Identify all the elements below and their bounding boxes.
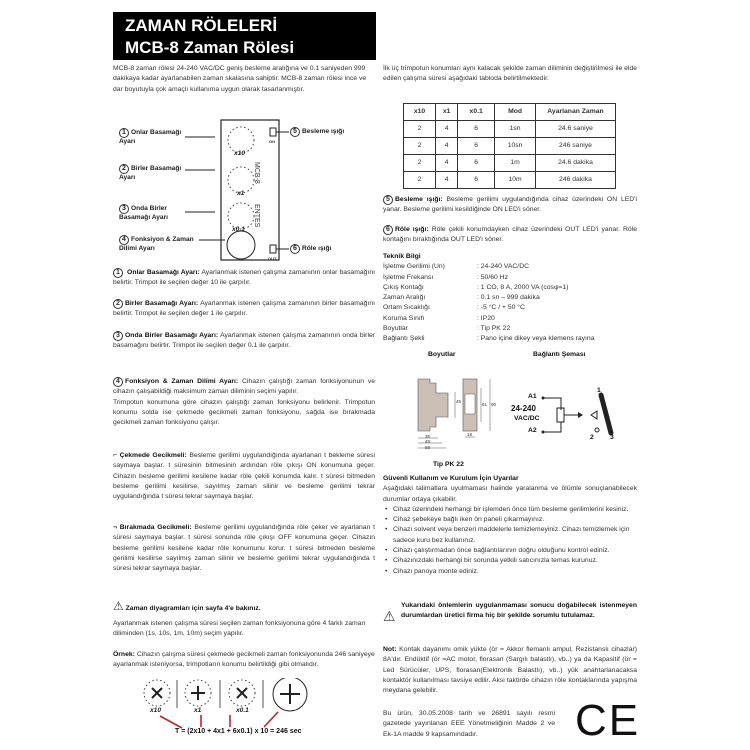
dim-45: 45 <box>456 399 462 404</box>
section-onlar: 1 Onlar Basamağı Ayarı: Ayarlanmak istenen çalışma zamanının onlar basamağını belirtir. Trimpot ile seçilen değer 10 ile çarpılır. <box>113 269 375 287</box>
safety-section <box>383 474 637 577</box>
contact-3: 3 <box>610 434 614 441</box>
dim-58: 58 <box>425 445 431 450</box>
table-row: 2 4 6 1m 24.6 dakika <box>404 155 616 172</box>
table-row: 2 4 6 1sn 24.6 saniye <box>404 121 616 138</box>
led-besleme: 5 Besleme ışığı: Besleme gerilimi uygulandığında cihaz üzerindeki ON LED'i yanar. Besleme gerilimi kesildiğinde ON LED'i söner. <box>383 196 637 214</box>
label-besleme: 5 Besleme ışığı <box>290 127 370 137</box>
on-delay-icon: ⌐ <box>113 452 117 459</box>
dim-18: 18 <box>467 432 473 437</box>
dim-61: 61 <box>482 402 488 407</box>
model-label: MCB-8 <box>253 162 260 184</box>
dial-x1-label: x1 <box>237 190 245 197</box>
note: Not: Kontak dayanımı omik yükte (ör = Akkor flemanlı ampul, Rezistanslı cihazlar) 8A'dır. Endüktif (ör =AC motor, florasan (Sargılı balastlı), vb..) ya da Kapasitif (ör = Led Sürücüler, UPS, florasan(Elektronik Balastlı), vb..) yük anahtarlanacaksa kontaktör kullanılması tavsiye edilir. Aksi taktirde cihazın röle kontaklarında yapışma meydana gelebilir. <box>383 646 638 695</box>
label-onda-birler: 3 Onda Birler Basamağı Ayarı <box>119 205 168 221</box>
terminal-a1: A1 <box>528 393 537 400</box>
warning-icon: ⚠ <box>383 608 396 624</box>
tech-row: Zaman Aralığı : 0.1 sn – 999 dakika <box>383 294 540 302</box>
safety-item: • Cihaz üzerindeki herhangi bir işlemden önce tüm besleme gerilimlerini kesiniz. <box>383 505 637 515</box>
out-led-label: OUT <box>268 256 277 261</box>
safety-list <box>383 505 637 577</box>
mode-birakmada: ¬ Bırakmada Gecikmeli: Besleme gerilimi uygulandığında röle çeker ve ayarlanan t süresi saymaya başlar. t süresi sonunda röle çıkışı OFF konumuna geçer. Cihazın besleme gerilimi kesilene kadar röle konumunu korur. t süresi bitmeden besleme gerilimi kesilirse sayılmış zaman silinir ve besleme gerilimi tekrar uygulandığında t süresi tekrar saymaya başlar. <box>113 524 376 573</box>
compliance-text: Bu ürün, 30.05.2008 tarih ve 26891 sayılı resmi gazetede yayınlanan EEE Yönetmeliğinin Madde 2 ve Ek-1A madde 9 kapsamındadır. <box>383 710 555 738</box>
table-row: 2 4 6 10m 246 dakika <box>404 172 616 189</box>
dimension-and-wiring-drawing <box>383 350 637 468</box>
ce-mark: CE <box>575 696 641 745</box>
brand-label: ENTES <box>253 204 260 228</box>
title-line-2: MCB-8 Zaman Rölesi <box>125 38 295 57</box>
off-delay-icon: ¬ <box>113 524 117 531</box>
diagram-note: ⚠ Zaman diyagramları için sayfa 4'e bakınız. <box>113 599 261 613</box>
tech-row: İşletme Frekansı : 50/60 Hz <box>383 273 508 281</box>
tech-row: Koruma Sınıfı : IP20 <box>383 314 495 322</box>
example-dial-x1-label: x1 <box>194 707 202 714</box>
tech-info <box>383 252 637 345</box>
example-formula: T = (2x10 + 4x1 + 6x0.1) x 10 = 246 sec <box>175 728 302 735</box>
tech-row: Ortam Sıcaklığı : -5 °C / + 50 °C <box>383 304 525 312</box>
label-fonksiyon: 4 Fonksiyon & Zaman Dilimi Ayarı <box>119 236 194 252</box>
dim-90: 90 <box>491 402 497 407</box>
dimensions-title: Boyutlar <box>428 351 456 358</box>
section-birler: 2 Birler Basamağı Ayarı: Ayarlanmak istenen çalışma zamanının birler basamağını belirtir. Trimpot ile seçilen değer 1 ile çarpılır. <box>113 300 376 318</box>
safety-intro: Aşağıdaki talimatlara uyulmaması halinde yaralanma ve ölümle sonuçlanabilecek durumlar ortaya çıkabilir. <box>383 485 637 503</box>
tech-row: Bağlantı Şekli : Pano içine dikey veya klemens rayına <box>383 335 595 343</box>
warning-icon: ⚠ <box>113 599 124 613</box>
table-header: x10 x1 x0.1 Mod Ayarlanan Zaman <box>404 104 616 121</box>
safety-item: • Cihazı çalıştırmadan önce bağlantılarının doğru olduğunu kontrol ediniz. <box>383 546 637 556</box>
intro-paragraph: MCB-8 zaman rölesi 24-240 VAC/DC geniş besleme aralığına ve 0.1 saniyeden 999 dakikaya kadar ayarlanabilen zaman skalasına sahiptir. MCB-8 zaman rölesi ince ve dar boyutuyla çok amaçlı kullanıma uygun olarak tasarlanmıştır. <box>113 65 367 93</box>
example-dial-x01-label: x0.1 <box>236 707 249 714</box>
dial-x10-label: x10 <box>234 150 246 157</box>
label-onlar: 1 Onlar Basamağı Ayarı <box>119 129 182 145</box>
label-birler: 2 Birler Basamağı Ayarı <box>119 165 182 181</box>
dial-x01-label: x0.1 <box>232 226 245 233</box>
liability-warning: Yukarıdaki önlemlerin uygulanmaması sonucu doğabilecek istenmeyen durumlardan üretici firma hiç bir şekilde sorumlu tutulamaz. <box>401 602 637 620</box>
table-row: 2 4 6 10sn 246 saniye <box>404 138 616 155</box>
figures <box>383 350 637 468</box>
safety-item: • Cihaz şebekeye bağlı iken ön paneli çıkarmayınız. <box>383 515 637 525</box>
section-onda-birler: 3 Onda Birler Basamağı Ayarı: Ayarlanmak istenen çalışma zamanının onda birler basamağını belirtir. Trimpot ile seçilen değer 0.1 ile çarpılır. <box>113 332 376 350</box>
on-led-label: ON <box>269 139 275 144</box>
safety-item: • Cihazınızdaki herhangi bir sorunda yetkili satıcınızla temas kurunuz. <box>383 556 637 566</box>
tech-row: Boyutlar : Tip PK 22 <box>383 325 511 333</box>
table-intro: İlk üç trimpotun konumları aynı kalacak şekilde zaman diliminin değiştirilmesi ile elde edilen çalışma süresi aşağıdaki tabloda belirtilmektedir. <box>383 65 637 83</box>
example-text: Örnek: Cihazın çalışma süresi çekmede gecikmeli zaman fonksiyonunda 246 saniyeye ayarlanmak isteniyorsa, trimpotların konumu belirtildiği gibi olmalıdır. <box>113 651 375 669</box>
tech-title: Teknik Bilgi <box>383 253 421 260</box>
device-diagram <box>113 112 375 264</box>
section-fonksiyon: 4 Fonksiyon & Zaman Dilimi Ayarı: Cihazın çalıştığı zaman fonksiyonunun ve cihazın çalışabildiği maksimum zaman diliminin seçimi yapılır. Trimpotun konumuna göre cihazın çalıştığı zaman fonksiyonu belirlenir. Trimpotun konumu solda ise çekmede gecikmeli zaman fonksiyonu, sağda ise bırakmada gecikmeli zaman fonksiyonu çalışır. <box>113 378 376 427</box>
mode-cekmede: ⌐ Çekmede Gecikmeli: Besleme gerilimi uygulandığında ayarlanan t bekleme süresi saymaya başlar. t süresinin bitmesinin ardından röle çıkışı ON konumuna geçer. Cihazın besleme gerilimi kesilene kadar röle çekili konumda kalır. t süresi bitmeden besleme gerilimi kesilirse, sayılmış zaman silinir ve besleme gerilimi tekrar uygulandığında t süresi tekrar saymaya başlar. <box>113 452 376 501</box>
terminal-a2: A2 <box>528 427 537 434</box>
safety-item: • Cihazı solvent veya benzeri maddelerle temizlemeyiniz. Cihazı temizlemek için sadece kuru bez kullanınız. <box>383 525 637 546</box>
time-table <box>403 103 616 189</box>
label-role: 6 Röle ışığı <box>290 244 370 254</box>
example-dials <box>140 678 360 738</box>
safety-item: • Cihazı panoya monte ediniz. <box>383 567 637 577</box>
tech-row: Çıkış Kontağı : 1 CO, 8 A, 2000 VA (cosφ=1) <box>383 283 569 291</box>
dim-48: 48 <box>425 439 431 444</box>
range-text: Ayarlanmak istenen çalışma süresi seçilen zaman fonksiyonuna göre 4 farklı zaman diliminden (1s, 10s, 1m, 10m) seçim yapılır. <box>113 620 366 638</box>
led-role: 6 Röle ışığı: Röle çekili konumdayken cihaz üzerindeki OUT LED'i yanar. Röle kontağını bıraktığında OUT LED'i söner. <box>383 226 638 244</box>
safety-title: Güvenli Kullanım ve Kurulum İçin Uyarılar <box>383 475 519 482</box>
dim-35: 35 <box>425 434 431 439</box>
supply-voltage: 24-240 <box>511 404 536 413</box>
example-dial-x10-label: x10 <box>150 707 162 714</box>
type-label: Tip PK 22 <box>433 461 464 468</box>
supply-type: VAC/DC <box>514 415 540 422</box>
tech-row: İşletme Gerilimi (Un) : 24-240 VAC/DC <box>383 263 530 271</box>
title-line-1: ZAMAN RÖLELERİ <box>125 16 278 35</box>
connection-title: Bağlantı Şeması <box>533 351 586 358</box>
document-title <box>113 12 376 60</box>
contact-1: 1 <box>597 387 601 394</box>
contact-2: 2 <box>590 434 594 441</box>
